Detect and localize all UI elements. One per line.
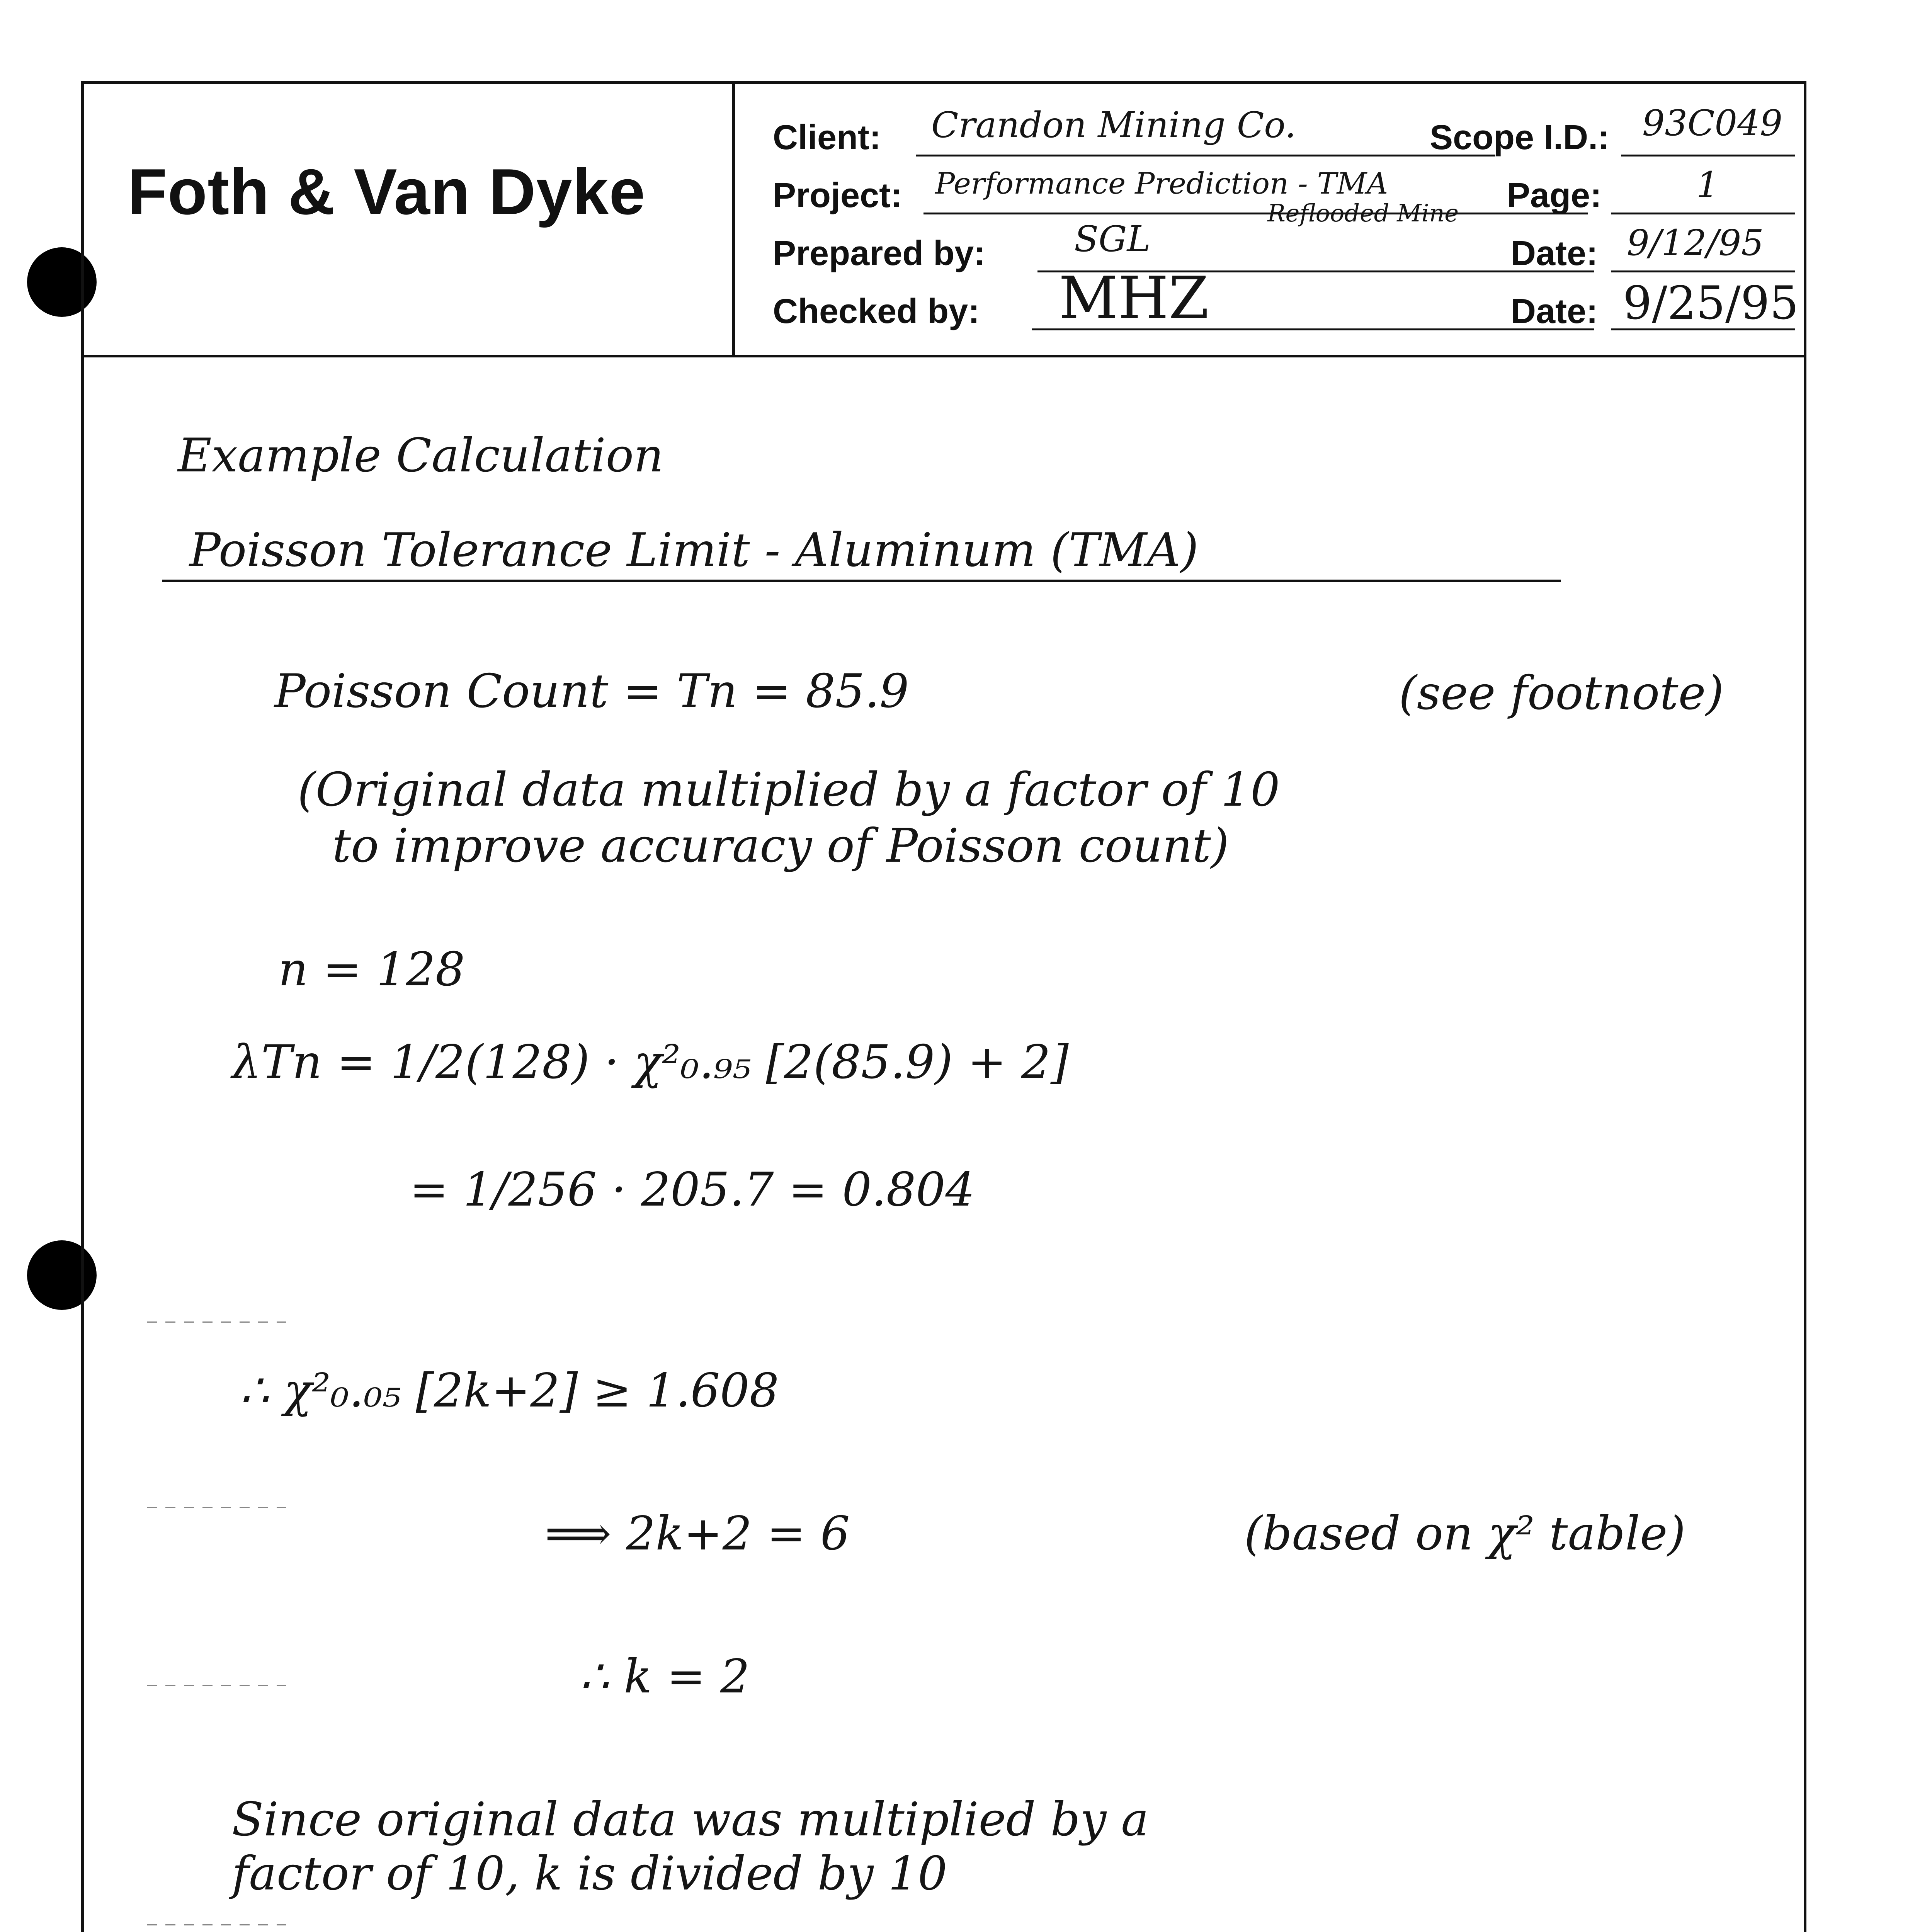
heading: Example Calculation	[178, 429, 664, 483]
checked-by-value: MHZ	[1059, 265, 1209, 332]
prepared-date-label: Date:	[1511, 234, 1598, 273]
ruled-line	[147, 1321, 286, 1323]
checked-date-value: 9/25/95	[1623, 276, 1799, 330]
k-result: ∴ k = 2	[580, 1650, 750, 1704]
scope-line	[1621, 155, 1795, 156]
lambda-equation: λTn = 1/2(128) · χ²₀.₉₅ [2(85.9) + 2]	[232, 1036, 1069, 1089]
footnote-ref: (see footnote)	[1399, 667, 1724, 720]
since-line-1: Since original data was multiplied by a	[232, 1793, 1149, 1847]
scope-label: Scope I.D.:	[1430, 118, 1610, 157]
original-note-line-2: to improve accuracy of Poisson count)	[332, 819, 1229, 873]
client-line	[916, 155, 1495, 156]
lambda-result: = 1/256 · 205.7 = 0.804	[410, 1163, 975, 1217]
subheading-underline	[162, 580, 1561, 582]
implies-equation: ⟹ 2k+2 = 6	[545, 1507, 850, 1561]
prepared-by-label: Prepared by:	[773, 234, 986, 273]
checked-by-label: Checked by:	[773, 292, 980, 331]
page-frame	[81, 81, 1806, 1932]
therefore-chi: ∴ χ²₀.₀₅ [2k+2] ≥ 1.608	[240, 1364, 779, 1418]
n-equation: n = 128	[278, 943, 465, 997]
based-on-table: (based on χ² table)	[1244, 1507, 1686, 1561]
page-line	[1611, 213, 1795, 214]
project-value: Performance Prediction - TMA	[935, 166, 1388, 201]
since-line-2: factor of 10, k is divided by 10	[232, 1847, 947, 1901]
poisson-count: Poisson Count = Tn = 85.9	[274, 665, 909, 718]
form-header	[81, 81, 1806, 357]
subheading: Poisson Tolerance Limit - Aluminum (TMA)	[189, 524, 1199, 577]
ruled-line	[147, 1924, 286, 1925]
client-value: Crandon Mining Co.	[931, 104, 1296, 146]
page-label: Page:	[1507, 176, 1602, 215]
project-label: Project:	[773, 176, 903, 215]
client-label: Client:	[773, 118, 881, 157]
project-line	[923, 213, 1588, 214]
prepared-by-value: SGL	[1074, 218, 1151, 260]
page-value: 1	[1696, 164, 1719, 206]
prepared-date-line	[1611, 270, 1795, 272]
checked-date-label: Date:	[1511, 292, 1598, 331]
ruled-line	[147, 1685, 286, 1686]
company-name: Foth & Van Dyke	[128, 155, 646, 228]
prepared-date-value: 9/12/95	[1627, 222, 1764, 264]
original-note-line-1: (Original data multiplied by a factor of 10	[298, 763, 1280, 817]
project-subvalue: Reflooded Mine	[1267, 199, 1459, 227]
header-divider	[732, 81, 735, 355]
ruled-line	[147, 1507, 286, 1508]
scope-value: 93C049	[1642, 102, 1783, 144]
